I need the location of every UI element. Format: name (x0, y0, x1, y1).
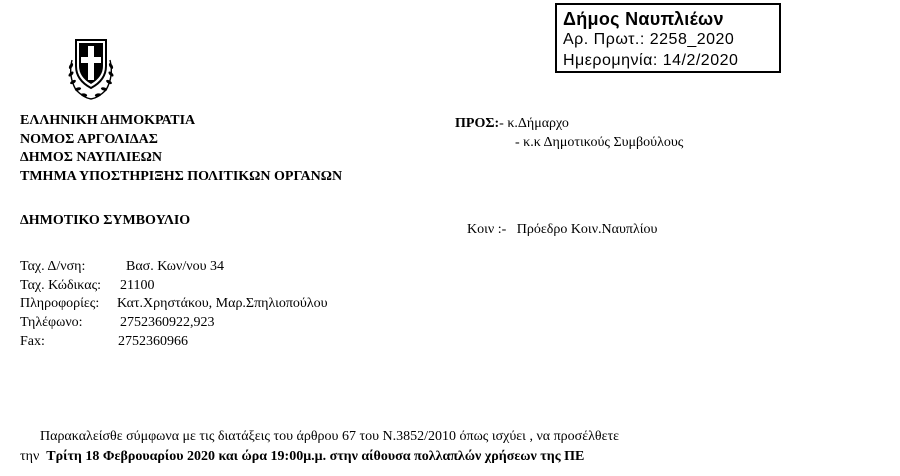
cc-label: Κοιν :- (467, 222, 507, 237)
body-text (20, 427, 880, 467)
info-value: Κατ.Χρηστάκου, Μαρ.Σπηλιοπούλου (117, 296, 328, 312)
postcode-value: 21100 (120, 277, 155, 293)
recipient-councillors: - κ.κ Δημοτικούς Συμβούλους (515, 134, 684, 150)
issuer-municipality: ΔΗΜΟΣ ΝΑΥΠΛΙΕΩΝ (20, 150, 162, 165)
body-paragraph-2-prefix: την (20, 449, 40, 464)
postcode-label: Ταχ. Κώδικας: (20, 277, 102, 293)
cc-block (467, 222, 657, 238)
registration-stamp (555, 3, 781, 73)
issuer-department: ΤΜΗΜΑ ΥΠΟΣΤΗΡΙΞΗΣ ΠΟΛΙΤΙΚΩΝ ΟΡΓΑΝΩΝ (20, 168, 343, 184)
stamp-municipality: Δήμος Ναυπλιέων (563, 9, 724, 29)
info-label: Πληροφορίες: (20, 296, 100, 312)
council-heading: ΔΗΜΟΤΙΚΟ ΣΥΜΒΟΥΛΙΟ (20, 213, 191, 228)
stamp-protocol-number: Αρ. Πρωτ.: 2258_2020 (563, 31, 735, 48)
recipient-mayor: - κ.Δήμαρχο (499, 116, 569, 131)
fax-label: Fax: (20, 333, 45, 349)
body-paragraph-1: Παρακαλείσθε σύμφωνα με τις διατάξεις του άρθρου 67 του Ν.3852/2010 όπως ισχύει , να προσέλθετε (40, 429, 619, 444)
fax-value: 2752360966 (118, 333, 188, 349)
meeting-datetime-location: Τρίτη 18 Φεβρουαρίου 2020 και ώρα 19:00μ.μ. στην αίθουσα πολλαπλών χρήσεων της ΠΕ (46, 449, 585, 464)
greek-coat-of-arms-icon (62, 32, 120, 102)
address-label: Ταχ. Δ/νση: (20, 259, 86, 274)
cc-value: Πρόεδρο Κοιν.Ναυπλίου (516, 222, 658, 237)
recipients-label: ΠΡΟΣ: (455, 116, 500, 131)
issuer-prefecture: ΝΟΜΟΣ ΑΡΓΟΛΙΔΑΣ (20, 131, 158, 147)
issuer-block (20, 112, 342, 186)
body-paragraph-2 (20, 447, 880, 467)
phone-value: 2752360922,923 (120, 315, 215, 331)
issuer-country: ΕΛΛΗΝΙΚΗ ΔΗΜΟΚΡΑΤΙΑ (20, 113, 196, 128)
address-value: Βασ. Κων/νου 34 (126, 259, 225, 274)
recipients-block (455, 115, 683, 152)
phone-label: Τηλέφωνο: (20, 315, 83, 331)
stamp-date: Ημερομηνία: 14/2/2020 (563, 52, 739, 69)
